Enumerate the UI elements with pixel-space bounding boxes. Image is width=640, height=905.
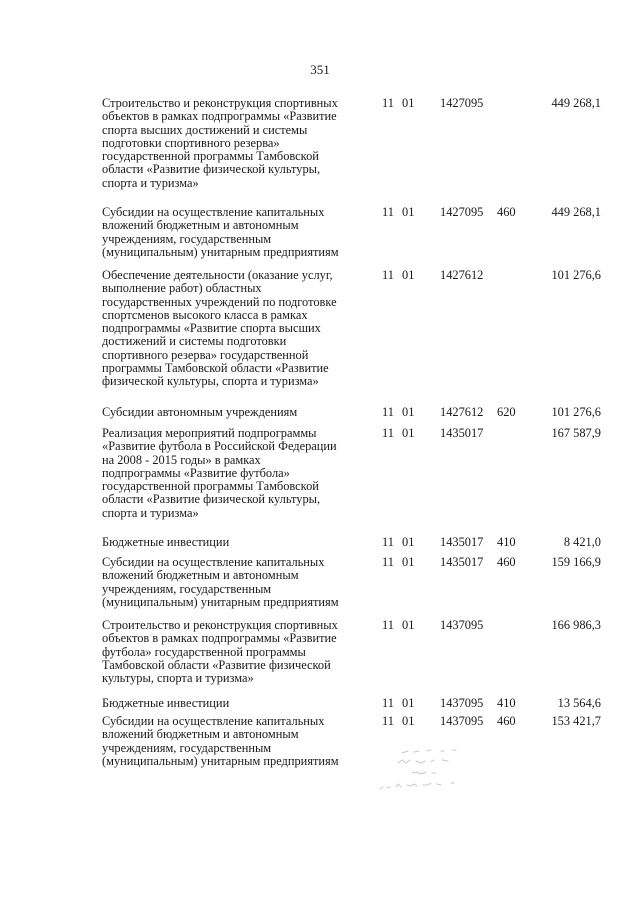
target-item-code: 1427095 [440, 96, 484, 110]
row-description: Бюджетные инвестиции [102, 535, 230, 549]
section-code: 11 [382, 714, 394, 728]
row-description: Субсидии на осуществление капитальных вложений бюджетным и автономным учреждениям, государственным (муниципальным) унитарным предприятиям [102, 714, 339, 768]
amount: 153 421,7 [551, 714, 601, 728]
section-code: 11 [382, 268, 394, 282]
target-item-code: 1427612 [440, 268, 484, 282]
expense-type-code: 460 [497, 205, 516, 219]
amount: 101 276,6 [551, 268, 601, 282]
subsection-code: 01 [402, 535, 415, 549]
expense-type-code: 410 [497, 535, 516, 549]
faint-stamp-mark [372, 745, 502, 805]
subsection-code: 01 [402, 426, 415, 440]
row-description: Бюджетные инвестиции [102, 696, 230, 710]
target-item-code: 1437095 [440, 696, 484, 710]
section-code: 11 [382, 555, 394, 569]
row-description: Обеспечение деятельности (оказание услуг, выполнение работ) областных государственных учреждений по подготовке спортсменов высокого класса в рамках подпрограммы «Развитие спорта высших достижений и системы подготовки спортивного резерва» государственной программы Тамбовской области «Развитие физической культуры, спорта и туризма» [102, 268, 337, 389]
subsection-code: 01 [402, 555, 415, 569]
target-item-code: 1427612 [440, 405, 484, 419]
section-code: 11 [382, 535, 394, 549]
subsection-code: 01 [402, 268, 415, 282]
amount: 166 986,3 [551, 618, 601, 632]
row-description: Субсидии на осуществление капитальных вложений бюджетным и автономным учреждениям, государственным (муниципальным) унитарным предприятиям [102, 205, 339, 259]
row-description: Реализация мероприятий подпрограммы «Развитие футбола в Российской Федерации на 2008 - 2015 годы» в рамках подпрограммы «Развитие футбола» государственной программы Тамбовской области «Развитие физической культуры, спорта и туризма» [102, 426, 337, 520]
target-item-code: 1435017 [440, 426, 484, 440]
target-item-code: 1437095 [440, 714, 484, 728]
target-item-code: 1437095 [440, 618, 484, 632]
section-code: 11 [382, 96, 394, 110]
amount: 101 276,6 [551, 405, 601, 419]
target-item-code: 1435017 [440, 535, 484, 549]
row-description: Субсидии на осуществление капитальных вложений бюджетным и автономным учреждениям, государственным (муниципальным) унитарным предприятиям [102, 555, 339, 609]
amount: 13 564,6 [557, 696, 601, 710]
amount: 449 268,1 [551, 96, 601, 110]
section-code: 11 [382, 426, 394, 440]
target-item-code: 1435017 [440, 555, 484, 569]
row-description: Субсидии автономным учреждениям [102, 405, 298, 419]
expense-type-code: 460 [497, 555, 516, 569]
subsection-code: 01 [402, 696, 415, 710]
row-description: Строительство и реконструкция спортивных объектов в рамках подпрограммы «Развитие футбола» государственной программы Тамбовской области «Развитие физической культуры, спорта и туризма» [102, 618, 338, 686]
page-number: 351 [310, 62, 330, 77]
section-code: 11 [382, 696, 394, 710]
subsection-code: 01 [402, 618, 415, 632]
amount: 449 268,1 [551, 205, 601, 219]
target-item-code: 1427095 [440, 205, 484, 219]
subsection-code: 01 [402, 96, 415, 110]
expense-type-code: 460 [497, 714, 516, 728]
subsection-code: 01 [402, 714, 415, 728]
expense-type-code: 620 [497, 405, 516, 419]
section-code: 11 [382, 618, 394, 632]
section-code: 11 [382, 205, 394, 219]
subsection-code: 01 [402, 205, 415, 219]
amount: 167 587,9 [551, 426, 601, 440]
row-description: Строительство и реконструкция спортивных объектов в рамках подпрограммы «Развитие спорта высших достижений и системы подготовки спортивного резерва» государственной программы Тамбовской области «Развитие физической культуры, спорта и туризма» [102, 96, 338, 190]
amount: 159 166,9 [551, 555, 601, 569]
amount: 8 421,0 [563, 535, 601, 549]
section-code: 11 [382, 405, 394, 419]
subsection-code: 01 [402, 405, 415, 419]
expense-type-code: 410 [497, 696, 516, 710]
